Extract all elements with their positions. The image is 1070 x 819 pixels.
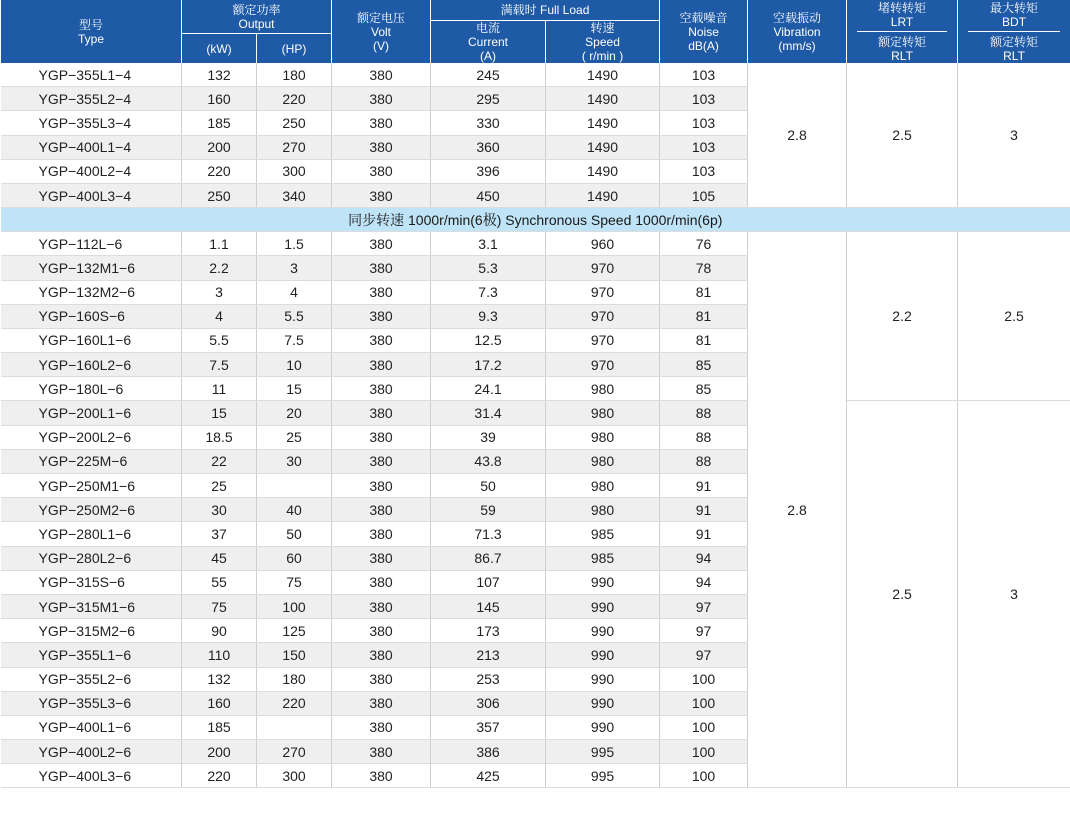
header-type: 型号 Type (1, 0, 182, 63)
cell-kw: 3 (182, 280, 257, 304)
cell-speed: 990 (546, 570, 660, 594)
cell-current: 31.4 (431, 401, 546, 425)
cell-type: YGP−400L3−4 (1, 183, 182, 207)
cell-volt: 380 (332, 87, 431, 111)
cell-kw: 90 (182, 619, 257, 643)
cell-hp: 3 (257, 256, 332, 280)
cell-kw: 2.2 (182, 256, 257, 280)
cell-noise: 103 (660, 87, 748, 111)
cell-type: YGP−160S−6 (1, 304, 182, 328)
table-row (1, 401, 1070, 425)
cell-speed: 985 (546, 522, 660, 546)
cell-hp: 7.5 (257, 328, 332, 352)
cell-volt: 380 (332, 570, 431, 594)
cell-current: 7.3 (431, 280, 546, 304)
table-body (1, 63, 1070, 788)
cell-current: 59 (431, 498, 546, 522)
cell-current: 24.1 (431, 377, 546, 401)
cell-kw: 220 (182, 764, 257, 788)
cell-speed: 980 (546, 498, 660, 522)
cell-speed: 980 (546, 401, 660, 425)
cell-speed: 1490 (546, 63, 660, 87)
bdt-value: 3 (958, 63, 1070, 208)
cell-type: YGP−112L−6 (1, 232, 182, 256)
cell-current: 17.2 (431, 353, 546, 377)
lrt-value: 2.5 (847, 401, 958, 788)
cell-speed: 970 (546, 304, 660, 328)
cell-kw: 132 (182, 667, 257, 691)
cell-kw: 200 (182, 135, 257, 159)
cell-kw: 75 (182, 594, 257, 618)
cell-hp: 220 (257, 87, 332, 111)
cell-current: 330 (431, 111, 546, 135)
cell-volt: 380 (332, 764, 431, 788)
cell-volt: 380 (332, 159, 431, 183)
cell-type: YGP−355L2−4 (1, 87, 182, 111)
cell-speed: 1490 (546, 159, 660, 183)
cell-speed: 990 (546, 594, 660, 618)
cell-noise: 76 (660, 232, 748, 256)
cell-speed: 985 (546, 546, 660, 570)
cell-speed: 995 (546, 764, 660, 788)
header-bdt: 最大转矩 BDT 额定转矩 RLT (958, 0, 1070, 63)
cell-speed: 990 (546, 667, 660, 691)
cell-volt: 380 (332, 667, 431, 691)
header-speed: 转速 Speed ( r/min ) (546, 21, 660, 64)
cell-hp: 300 (257, 764, 332, 788)
table-row (1, 232, 1070, 256)
cell-type: YGP−132M1−6 (1, 256, 182, 280)
cell-kw: 11 (182, 377, 257, 401)
cell-kw: 200 (182, 740, 257, 764)
cell-noise: 81 (660, 304, 748, 328)
cell-current: 86.7 (431, 546, 546, 570)
cell-hp: 20 (257, 401, 332, 425)
cell-type: YGP−280L2−6 (1, 546, 182, 570)
cell-kw: 220 (182, 159, 257, 183)
cell-hp: 15 (257, 377, 332, 401)
header-hp: (HP) (257, 34, 332, 64)
cell-type: YGP−160L1−6 (1, 328, 182, 352)
section-label: 同步转速 1000r/min(6极) Synchronous Speed 1000r/min(6p) (1, 208, 1070, 232)
cell-kw: 4 (182, 304, 257, 328)
cell-current: 39 (431, 425, 546, 449)
cell-volt: 380 (332, 256, 431, 280)
cell-speed: 980 (546, 449, 660, 473)
cell-speed: 1490 (546, 87, 660, 111)
cell-volt: 380 (332, 522, 431, 546)
cell-current: 213 (431, 643, 546, 667)
cell-volt: 380 (332, 594, 431, 618)
table-row (1, 63, 1070, 87)
cell-current: 386 (431, 740, 546, 764)
lrt-value: 2.5 (847, 63, 958, 208)
cell-noise: 103 (660, 135, 748, 159)
cell-current: 43.8 (431, 449, 546, 473)
cell-type: YGP−160L2−6 (1, 353, 182, 377)
cell-speed: 990 (546, 715, 660, 739)
cell-kw: 18.5 (182, 425, 257, 449)
cell-volt: 380 (332, 474, 431, 498)
section-row (1, 208, 1070, 232)
cell-type: YGP−280L1−6 (1, 522, 182, 546)
cell-current: 357 (431, 715, 546, 739)
cell-current: 145 (431, 594, 546, 618)
cell-volt: 380 (332, 546, 431, 570)
cell-noise: 97 (660, 643, 748, 667)
header-kw: (kW) (182, 34, 257, 64)
vibration-value: 2.8 (748, 63, 847, 208)
header-lrt: 堵转转矩 LRT 额定转矩 RLT (847, 0, 958, 63)
cell-type: YGP−355L1−6 (1, 643, 182, 667)
cell-kw: 15 (182, 401, 257, 425)
header-vibration: 空载振动 Vibration (mm/s) (748, 0, 847, 63)
cell-type: YGP−400L2−4 (1, 159, 182, 183)
cell-noise: 88 (660, 425, 748, 449)
cell-hp: 25 (257, 425, 332, 449)
cell-volt: 380 (332, 401, 431, 425)
cell-noise: 103 (660, 63, 748, 87)
cell-kw: 25 (182, 474, 257, 498)
cell-type: YGP−400L2−6 (1, 740, 182, 764)
cell-volt: 380 (332, 304, 431, 328)
cell-noise: 103 (660, 159, 748, 183)
cell-hp (257, 715, 332, 739)
header-noise: 空载噪音 Noise dB(A) (660, 0, 748, 63)
cell-kw: 110 (182, 643, 257, 667)
cell-current: 107 (431, 570, 546, 594)
cell-speed: 960 (546, 232, 660, 256)
cell-noise: 100 (660, 715, 748, 739)
cell-hp: 220 (257, 691, 332, 715)
cell-noise: 91 (660, 474, 748, 498)
cell-kw: 37 (182, 522, 257, 546)
cell-noise: 103 (660, 111, 748, 135)
cell-current: 396 (431, 159, 546, 183)
cell-hp: 1.5 (257, 232, 332, 256)
cell-volt: 380 (332, 111, 431, 135)
cell-current: 9.3 (431, 304, 546, 328)
table-header (1, 0, 1070, 63)
cell-speed: 1490 (546, 111, 660, 135)
cell-kw: 7.5 (182, 353, 257, 377)
cell-type: YGP−200L1−6 (1, 401, 182, 425)
cell-hp (257, 474, 332, 498)
cell-hp: 50 (257, 522, 332, 546)
cell-volt: 380 (332, 643, 431, 667)
cell-volt: 380 (332, 449, 431, 473)
cell-hp: 4 (257, 280, 332, 304)
cell-speed: 990 (546, 691, 660, 715)
bdt-value: 2.5 (958, 232, 1070, 401)
cell-current: 5.3 (431, 256, 546, 280)
cell-hp: 10 (257, 353, 332, 377)
cell-type: YGP−200L2−6 (1, 425, 182, 449)
cell-noise: 97 (660, 594, 748, 618)
cell-noise: 85 (660, 377, 748, 401)
cell-volt: 380 (332, 353, 431, 377)
cell-hp: 180 (257, 667, 332, 691)
cell-kw: 185 (182, 111, 257, 135)
cell-speed: 1490 (546, 135, 660, 159)
cell-noise: 88 (660, 401, 748, 425)
lrt-value: 2.2 (847, 232, 958, 401)
cell-noise: 81 (660, 328, 748, 352)
cell-speed: 990 (546, 643, 660, 667)
cell-noise: 100 (660, 740, 748, 764)
cell-hp: 180 (257, 63, 332, 87)
cell-speed: 1490 (546, 183, 660, 207)
cell-hp: 125 (257, 619, 332, 643)
header-full-load: 满载时 Full Load (431, 0, 660, 21)
cell-current: 306 (431, 691, 546, 715)
header-output: 额定功率 Output (182, 0, 332, 34)
cell-volt: 380 (332, 498, 431, 522)
cell-volt: 380 (332, 740, 431, 764)
cell-current: 3.1 (431, 232, 546, 256)
cell-current: 360 (431, 135, 546, 159)
cell-kw: 45 (182, 546, 257, 570)
cell-kw: 132 (182, 63, 257, 87)
cell-noise: 100 (660, 764, 748, 788)
cell-speed: 970 (546, 328, 660, 352)
cell-type: YGP−400L1−6 (1, 715, 182, 739)
cell-current: 12.5 (431, 328, 546, 352)
cell-volt: 380 (332, 715, 431, 739)
cell-hp: 270 (257, 135, 332, 159)
cell-speed: 970 (546, 353, 660, 377)
cell-hp: 270 (257, 740, 332, 764)
cell-noise: 94 (660, 570, 748, 594)
cell-speed: 970 (546, 280, 660, 304)
cell-noise: 91 (660, 498, 748, 522)
cell-type: YGP−315S−6 (1, 570, 182, 594)
cell-type: YGP−355L2−6 (1, 667, 182, 691)
cell-speed: 980 (546, 377, 660, 401)
cell-volt: 380 (332, 183, 431, 207)
cell-volt: 380 (332, 425, 431, 449)
cell-noise: 85 (660, 353, 748, 377)
cell-volt: 380 (332, 63, 431, 87)
cell-noise: 94 (660, 546, 748, 570)
cell-noise: 100 (660, 667, 748, 691)
cell-kw: 55 (182, 570, 257, 594)
cell-kw: 5.5 (182, 328, 257, 352)
cell-type: YGP−132M2−6 (1, 280, 182, 304)
cell-speed: 980 (546, 425, 660, 449)
cell-volt: 380 (332, 619, 431, 643)
cell-volt: 380 (332, 691, 431, 715)
cell-volt: 380 (332, 280, 431, 304)
cell-kw: 250 (182, 183, 257, 207)
cell-type: YGP−400L1−4 (1, 135, 182, 159)
cell-noise: 100 (660, 691, 748, 715)
cell-volt: 380 (332, 328, 431, 352)
cell-volt: 380 (332, 135, 431, 159)
cell-noise: 78 (660, 256, 748, 280)
cell-current: 450 (431, 183, 546, 207)
cell-type: YGP−355L3−6 (1, 691, 182, 715)
cell-hp: 75 (257, 570, 332, 594)
cell-hp: 5.5 (257, 304, 332, 328)
cell-kw: 22 (182, 449, 257, 473)
cell-current: 71.3 (431, 522, 546, 546)
cell-noise: 97 (660, 619, 748, 643)
cell-noise: 81 (660, 280, 748, 304)
cell-type: YGP−355L1−4 (1, 63, 182, 87)
cell-noise: 88 (660, 449, 748, 473)
cell-noise: 105 (660, 183, 748, 207)
cell-type: YGP−225M−6 (1, 449, 182, 473)
cell-hp: 300 (257, 159, 332, 183)
cell-hp: 250 (257, 111, 332, 135)
cell-type: YGP−315M1−6 (1, 594, 182, 618)
cell-volt: 380 (332, 232, 431, 256)
cell-hp: 60 (257, 546, 332, 570)
cell-speed: 980 (546, 474, 660, 498)
cell-current: 245 (431, 63, 546, 87)
cell-kw: 160 (182, 87, 257, 111)
cell-current: 295 (431, 87, 546, 111)
cell-speed: 970 (546, 256, 660, 280)
cell-volt: 380 (332, 377, 431, 401)
cell-hp: 340 (257, 183, 332, 207)
cell-type: YGP−250M2−6 (1, 498, 182, 522)
cell-noise: 91 (660, 522, 748, 546)
cell-type: YGP−400L3−6 (1, 764, 182, 788)
cell-hp: 100 (257, 594, 332, 618)
cell-kw: 185 (182, 715, 257, 739)
cell-current: 425 (431, 764, 546, 788)
cell-hp: 40 (257, 498, 332, 522)
header-current: 电流 Current (A) (431, 21, 546, 64)
cell-kw: 160 (182, 691, 257, 715)
header-volt: 额定电压 Volt (V) (332, 0, 431, 63)
cell-type: YGP−250M1−6 (1, 474, 182, 498)
bdt-value: 3 (958, 401, 1070, 788)
cell-speed: 990 (546, 619, 660, 643)
cell-current: 50 (431, 474, 546, 498)
cell-speed: 995 (546, 740, 660, 764)
cell-hp: 30 (257, 449, 332, 473)
cell-type: YGP−355L3−4 (1, 111, 182, 135)
cell-type: YGP−180L−6 (1, 377, 182, 401)
vibration-value: 2.8 (748, 232, 847, 788)
cell-current: 253 (431, 667, 546, 691)
cell-hp: 150 (257, 643, 332, 667)
cell-current: 173 (431, 619, 546, 643)
cell-kw: 30 (182, 498, 257, 522)
cell-type: YGP−315M2−6 (1, 619, 182, 643)
cell-kw: 1.1 (182, 232, 257, 256)
